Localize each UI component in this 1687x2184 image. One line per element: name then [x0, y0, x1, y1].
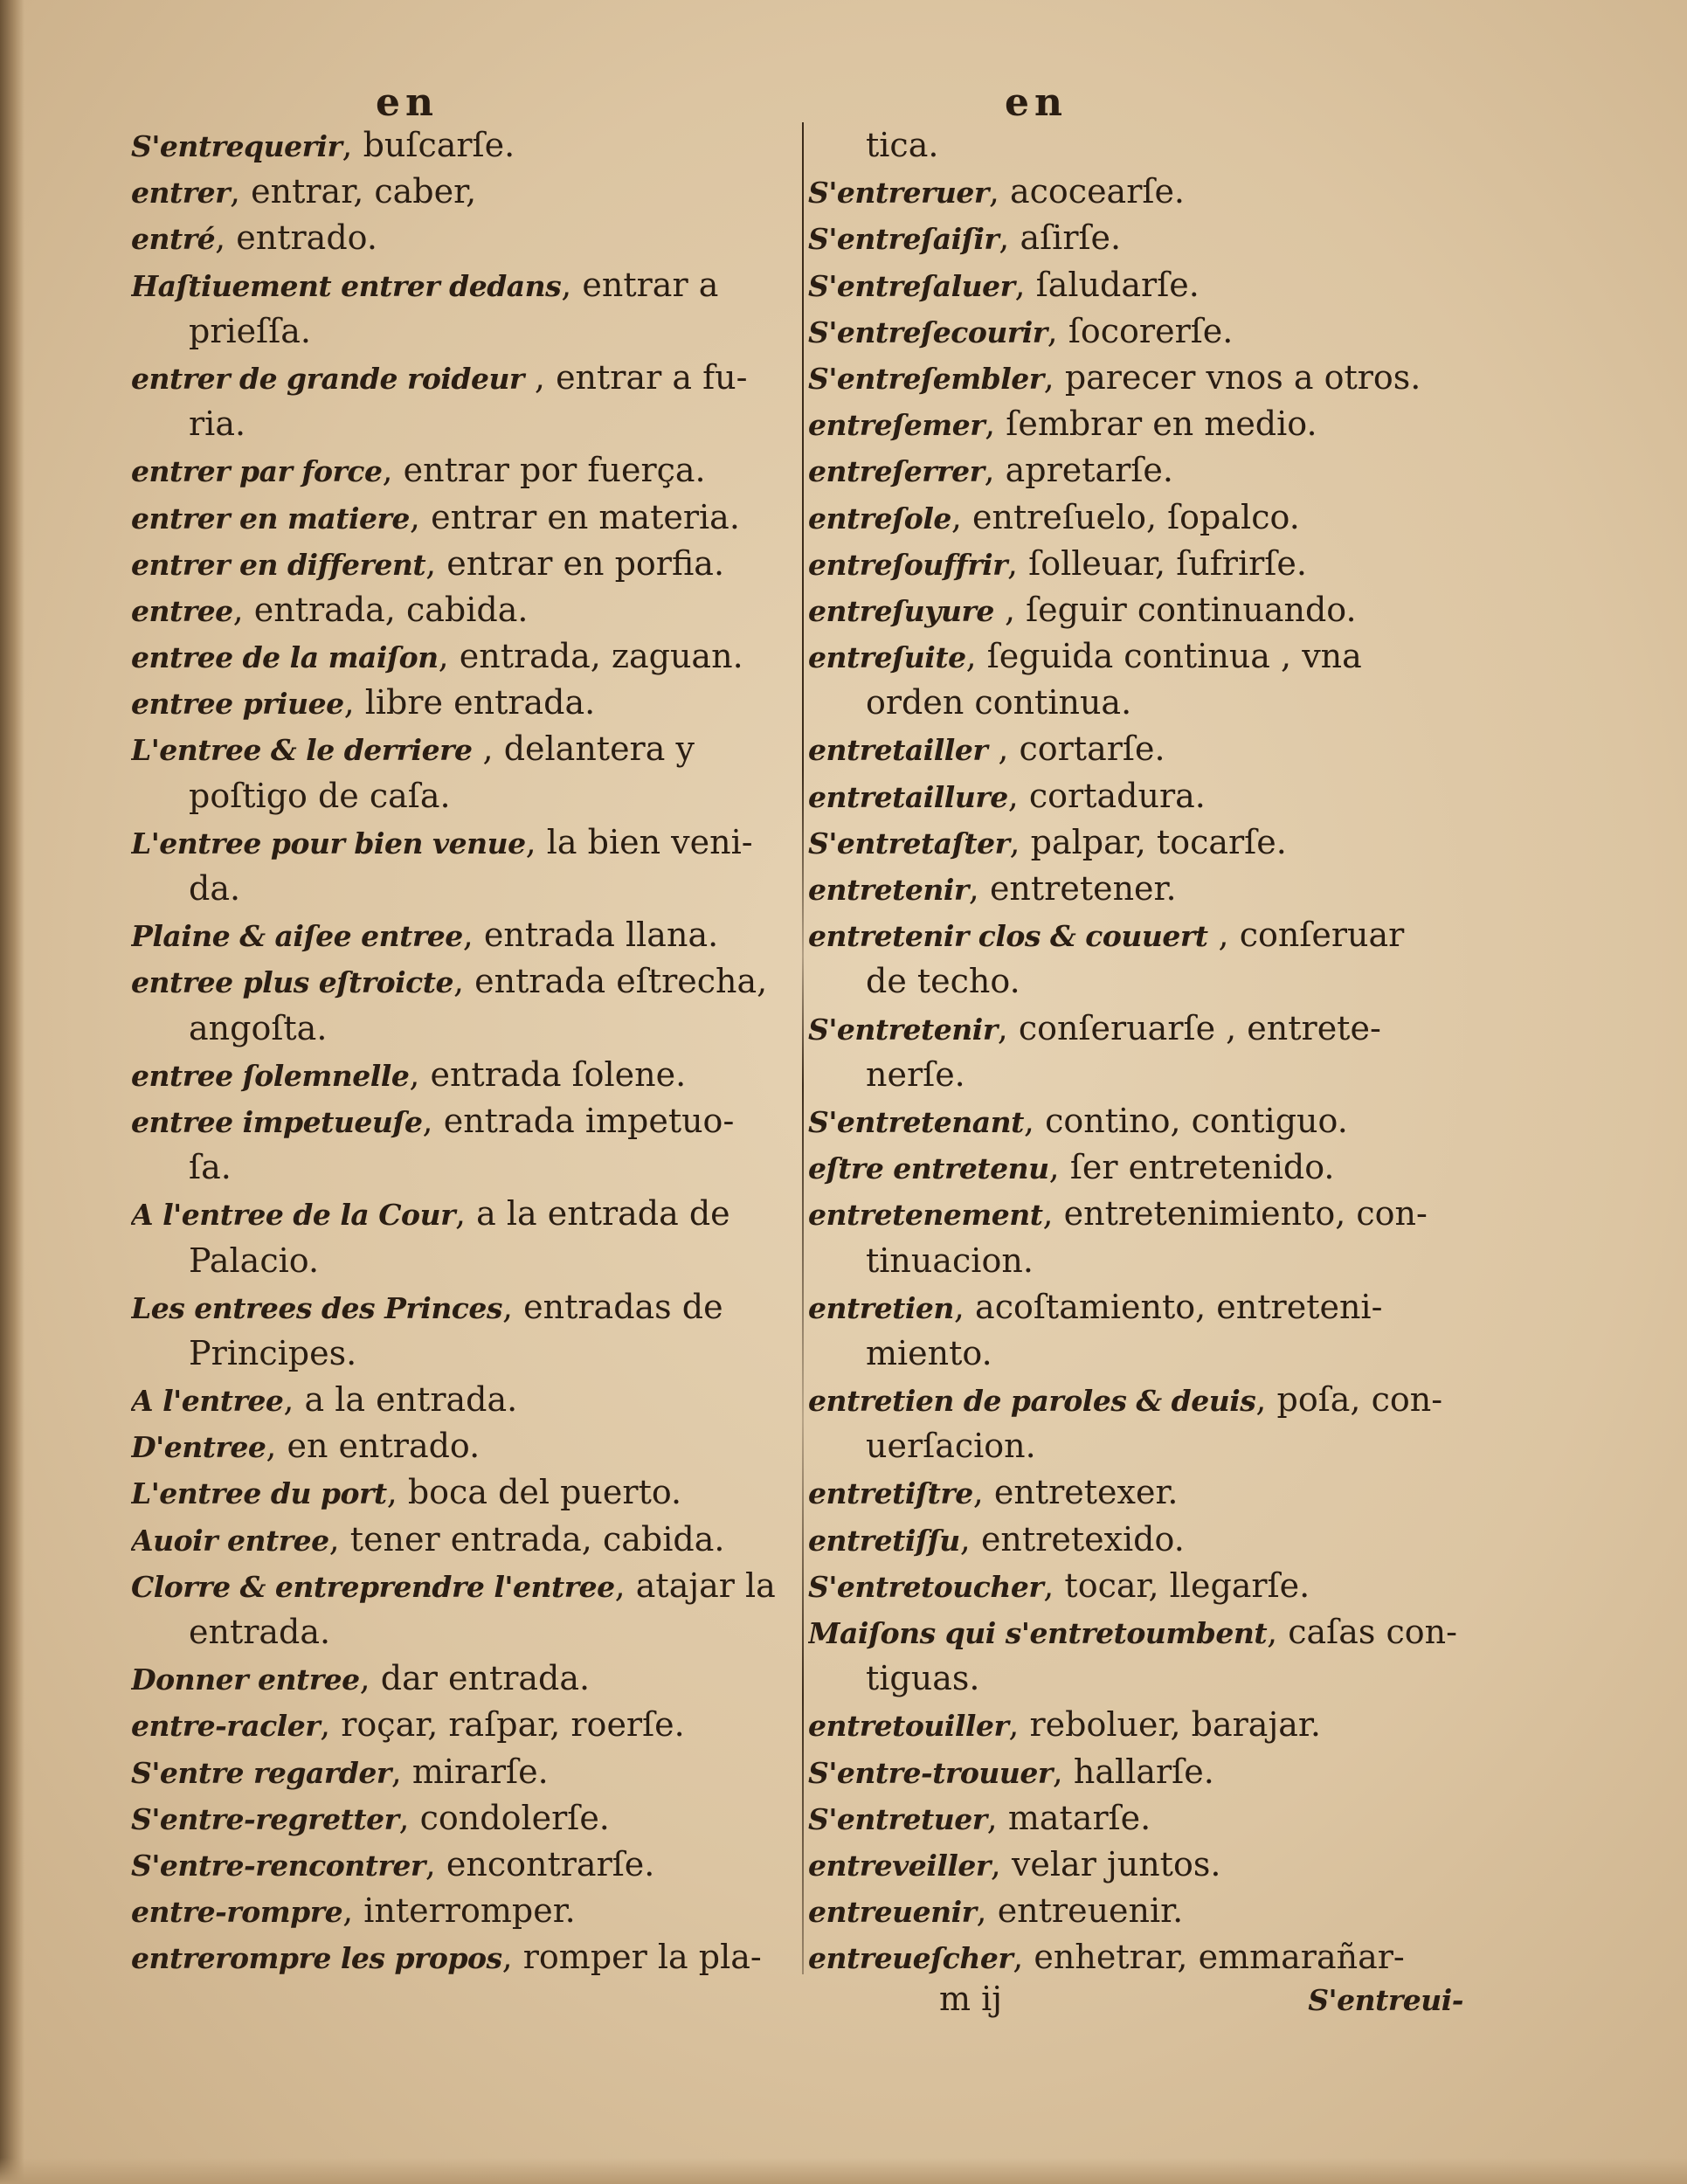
entry-continuation-line: [808, 1052, 1472, 1098]
entry-headword: S'entrequerir: [131, 129, 342, 163]
dictionary-entry: [808, 355, 1472, 401]
entry-translation: entrada.: [189, 1613, 331, 1651]
dictionary-entry: [131, 1517, 786, 1563]
entry-headword: entreveiller: [808, 1848, 991, 1883]
entry-headword: S'entre-rencontrer: [131, 1848, 425, 1883]
entry-translation: , tener entrada, cabida.: [328, 1519, 725, 1559]
dictionary-entry: [131, 1377, 786, 1423]
dictionary-entry: [808, 1888, 1472, 1934]
dictionary-entry: [131, 726, 786, 772]
entry-translation: , contino, contiguo.: [1023, 1101, 1348, 1140]
entry-headword: S'entre-regretter: [131, 1801, 399, 1836]
entry-translation: , entrar por fuerça.: [382, 451, 706, 490]
entry-headword: entre-rompre: [131, 1895, 343, 1930]
entry-translation: uerſacion.: [866, 1427, 1036, 1466]
entry-continuation-line: [808, 1423, 1472, 1469]
entry-translation: , entreſuelo, ſopalco.: [951, 497, 1300, 536]
entry-headword: entretiſtre: [808, 1476, 973, 1511]
entry-translation: ria.: [189, 404, 246, 444]
entry-continuation-line: [131, 866, 786, 912]
entry-translation: , acoſtamiento, entreteni-: [953, 1287, 1383, 1326]
right-column: [808, 122, 1472, 1981]
entry-translation: , ſocorerſe.: [1047, 311, 1234, 350]
entry-headword: entretenir: [808, 873, 969, 907]
dictionary-entry: [131, 1655, 786, 1702]
dictionary-entry: [131, 1469, 786, 1516]
dictionary-entry: [131, 1563, 786, 1609]
dictionary-entry: [808, 1284, 1472, 1330]
entry-translation: , entrada impetuo-: [422, 1101, 735, 1140]
entry-translation: , entrada llana.: [462, 916, 719, 955]
entry-headword: entre-racler: [131, 1709, 321, 1744]
entry-headword: Auoir entree: [131, 1523, 329, 1558]
entry-translation: , enhetrar, emmarañar-: [1013, 1938, 1405, 1977]
dictionary-entry: [808, 587, 1472, 633]
entry-translation: , ſembrar en medio.: [985, 404, 1317, 444]
entry-headword: entreſerrer: [808, 454, 985, 489]
dictionary-entry: [808, 1563, 1472, 1609]
entry-translation: , ſaludarſe.: [1014, 265, 1200, 304]
dictionary-entry: [808, 773, 1472, 819]
entry-headword: entrer en matiere: [131, 501, 410, 536]
entry-headword: entretouiller: [808, 1709, 1009, 1744]
entry-headword: entreſemer: [808, 408, 985, 443]
entry-headword: S'entreſecourir: [808, 314, 1047, 349]
entry-translation: miento.: [866, 1333, 992, 1372]
signature-mark: m ij: [939, 1980, 1003, 2018]
dictionary-entry: [808, 1098, 1472, 1144]
entry-translation: , palpar, tocarſe.: [1009, 822, 1287, 861]
entry-translation: , a la entrada.: [283, 1380, 518, 1420]
entry-translation: ſa.: [189, 1148, 232, 1187]
entry-translation: , encontrarſe.: [425, 1844, 655, 1883]
entry-headword: Donner entree: [131, 1662, 360, 1697]
dictionary-entry: [808, 1006, 1472, 1052]
dictionary-entry: [131, 819, 786, 866]
page-footer: [808, 1976, 1472, 2022]
entry-translation: , ſeguir continuando.: [993, 590, 1357, 629]
entry-continuation-line: [131, 773, 786, 819]
entry-translation: , boca del puerto.: [386, 1473, 682, 1512]
entry-headword: entrer par force: [131, 454, 383, 489]
entry-headword: L'entree & le derriere: [131, 733, 473, 768]
dictionary-entry: [808, 1191, 1472, 1237]
entry-translation: de techo.: [866, 962, 1020, 1001]
entry-headword: eſtre entretenu: [808, 1151, 1049, 1186]
entry-headword: entree ſolemnelle: [131, 1058, 410, 1093]
entry-continuation-line: [808, 958, 1472, 1005]
entry-continuation-line: [808, 1330, 1472, 1377]
entry-translation: , interromper.: [342, 1891, 576, 1931]
entry-translation: , poſa, con-: [1255, 1380, 1443, 1420]
entry-headword: S'entretenir: [808, 1012, 998, 1047]
entry-translation: , conſeruarſe , entrete-: [997, 1008, 1381, 1047]
entry-translation: , entretenimiento, con-: [1042, 1194, 1428, 1234]
dictionary-entry: [808, 1377, 1472, 1423]
dictionary-entry: [131, 355, 786, 401]
entry-headword: L'entree du port: [131, 1476, 387, 1511]
entry-translation: , roçar, raſpar, roerſe.: [320, 1705, 685, 1745]
entry-headword: S'entreruer: [808, 176, 989, 211]
entry-translation: , hallarſe.: [1052, 1752, 1214, 1791]
entry-headword: entrer de grande roideur: [131, 361, 524, 396]
entry-headword: S'entre-trouuer: [808, 1755, 1053, 1790]
dictionary-entry: [808, 819, 1472, 866]
dictionary-entry: [131, 262, 786, 308]
dictionary-entry: [131, 1284, 786, 1330]
entry-translation: , atajar la: [614, 1565, 776, 1605]
dictionary-entry: [131, 122, 786, 169]
entry-translation: , aſirſe.: [999, 218, 1122, 258]
entry-translation: , ſeguida continua , vna: [965, 637, 1362, 676]
entry-translation: , entrar, caber,: [230, 172, 477, 211]
dictionary-entry: [808, 1469, 1472, 1516]
entry-headword: entrer: [131, 176, 230, 211]
entry-headword: entree plus eſtroicte: [131, 965, 453, 1000]
dictionary-entry: [131, 1052, 786, 1098]
dictionary-entry: [131, 169, 786, 215]
entry-translation: , la bien veni-: [525, 822, 753, 861]
dictionary-entry: [808, 912, 1472, 958]
page-bottom-edge: [0, 2158, 1687, 2184]
entry-headword: entretenir clos & couuert: [808, 919, 1208, 954]
entry-headword: entré: [131, 222, 216, 257]
entry-continuation-line: [131, 1609, 786, 1655]
entry-translation: , parecer vnos a otros.: [1043, 357, 1421, 397]
entry-translation: , libre entrada.: [343, 683, 596, 722]
dictionary-entry: [808, 633, 1472, 680]
entry-translation: , ſolleuar, ſufrirſe.: [1007, 543, 1307, 583]
entry-headword: S'entreſaiſir: [808, 222, 999, 257]
entry-headword: entrer en different: [131, 547, 426, 582]
entry-translation: tiguas.: [866, 1659, 980, 1698]
entry-translation: , conſeruar: [1207, 916, 1405, 955]
entry-headword: entreſouffrir: [808, 547, 1008, 582]
dictionary-entry: [808, 726, 1472, 772]
dictionary-entry: [808, 215, 1472, 261]
dictionary-entry: [808, 1517, 1472, 1563]
entry-translation: , entrado.: [215, 218, 377, 258]
dictionary-entry: [808, 1749, 1472, 1795]
entry-headword: S'entre regarder: [131, 1755, 391, 1790]
dictionary-entry: [808, 494, 1472, 541]
entry-translation: da.: [189, 869, 241, 908]
entry-continuation-line: [131, 1330, 786, 1377]
entry-translation: , velar juntos.: [990, 1844, 1221, 1883]
entry-headword: S'entretoucher: [808, 1569, 1044, 1604]
entry-translation: orden continua.: [866, 683, 1132, 722]
entry-translation: , cortadura.: [1007, 776, 1206, 815]
dictionary-entry: [131, 1191, 786, 1237]
entry-translation: nerſe.: [866, 1054, 965, 1094]
entry-translation: , entrada, cabida.: [232, 590, 529, 629]
entry-continuation-line: [131, 1144, 786, 1191]
entry-translation: , romper la pla-: [501, 1938, 762, 1977]
entry-translation: , entrada eſtrecha,: [453, 962, 768, 1001]
entry-translation: , apretarſe.: [984, 451, 1173, 490]
entry-translation: , buſcarſe.: [342, 126, 515, 164]
entry-continuation-line: [808, 122, 1472, 169]
book-spine-shadow: [0, 0, 24, 2184]
entry-continuation-line: [808, 680, 1472, 726]
dictionary-entry: [131, 494, 786, 541]
running-head-right: en: [1005, 80, 1068, 125]
entry-translation: , matarſe.: [986, 1798, 1151, 1837]
column-divider: [802, 122, 804, 1974]
entry-headword: entretien de paroles & deuis: [808, 1384, 1256, 1419]
entry-translation: , entrada, zaguan.: [438, 637, 743, 676]
dictionary-entry: [131, 1795, 786, 1842]
entry-translation: , caſas con-: [1267, 1613, 1457, 1651]
entry-headword: Plaine & aiſee entree: [131, 919, 463, 954]
entry-headword: entreſuite: [808, 640, 966, 675]
entry-translation: , entrada ſolene.: [409, 1054, 687, 1094]
entry-translation: angoſta.: [189, 1008, 328, 1047]
entry-translation: tica.: [866, 126, 939, 164]
dictionary-entry: [808, 1795, 1472, 1842]
entry-headword: S'entreſaluer: [808, 268, 1015, 303]
entry-headword: entretien: [808, 1290, 954, 1325]
entry-headword: S'entreſembler: [808, 361, 1044, 396]
dictionary-entry: [131, 958, 786, 1005]
dictionary-entry: [808, 447, 1472, 494]
dictionary-entry: [131, 912, 786, 958]
entry-translation: , entretexer.: [972, 1473, 1179, 1512]
entry-headword: entretailler: [808, 733, 988, 768]
entry-translation: , entradas de: [501, 1287, 723, 1326]
entry-headword: entree de la maiſon: [131, 640, 439, 675]
entry-headword: Clorre & entreprendre l'entree: [131, 1569, 615, 1604]
entry-headword: entreuenir: [808, 1895, 977, 1930]
dictionary-entry: [808, 262, 1472, 308]
dictionary-entry: [131, 1888, 786, 1934]
dictionary-entry: [131, 680, 786, 726]
dictionary-entry: [808, 1609, 1472, 1655]
dictionary-entry: [131, 1934, 786, 1980]
entry-headword: entree priuee: [131, 687, 344, 722]
entry-continuation-line: [131, 1238, 786, 1284]
entry-translation: , dar entrada.: [359, 1659, 591, 1698]
entry-headword: A l'entree: [131, 1384, 284, 1419]
entry-translation: , entrar en porfia.: [425, 543, 725, 583]
entry-headword: entretaillure: [808, 779, 1008, 814]
entry-headword: entree impetueuſe: [131, 1104, 423, 1139]
entry-translation: , entretener.: [968, 869, 1177, 908]
entry-headword: entretiſſu: [808, 1523, 960, 1558]
entry-translation: , tocar, llegarſe.: [1043, 1565, 1310, 1605]
dictionary-entry: [131, 447, 786, 494]
entry-translation: , entrar a fu-: [523, 357, 748, 397]
entry-translation: , cortarſe.: [987, 729, 1165, 769]
dictionary-entry: [131, 1842, 786, 1888]
dictionary-entry: [808, 541, 1472, 587]
entry-translation: , entrar a: [561, 265, 719, 304]
entry-headword: entreueſcher: [808, 1941, 1013, 1976]
entry-translation: , entretexido.: [959, 1519, 1185, 1559]
dictionary-entry: [808, 169, 1472, 215]
entry-headword: entretenement: [808, 1198, 1043, 1233]
dictionary-entry: [131, 1098, 786, 1144]
entry-translation: , en entrado.: [266, 1427, 481, 1466]
entry-headword: D'entree: [131, 1430, 266, 1465]
catchword: S'entreui-: [1308, 1983, 1463, 2017]
entry-translation: , a la entrada de: [454, 1194, 730, 1234]
entry-headword: S'entretaſter: [808, 826, 1010, 860]
entry-translation: prieſſa.: [189, 311, 311, 350]
entry-translation: Palacio.: [189, 1241, 320, 1280]
entry-headword: S'entretuer: [808, 1801, 987, 1836]
entry-headword: entreſuyure: [808, 593, 994, 628]
dictionary-entry: [808, 1934, 1472, 1980]
entry-translation: , ſer entretenido.: [1048, 1148, 1335, 1187]
entry-translation: , acocearſe.: [988, 172, 1186, 211]
entry-continuation-line: [131, 308, 786, 355]
dictionary-entry: [808, 401, 1472, 447]
entry-continuation-line: [131, 401, 786, 447]
dictionary-entry: [131, 215, 786, 261]
running-head-left: en: [376, 80, 439, 125]
entry-headword: entrerompre les propos: [131, 1941, 502, 1976]
entry-continuation-line: [808, 1238, 1472, 1284]
entry-translation: , delantera y: [472, 729, 695, 769]
entry-headword: Les entrees des Princes: [131, 1290, 502, 1325]
entry-continuation-line: [131, 1006, 786, 1052]
entry-translation: tinuacion.: [866, 1241, 1034, 1280]
entry-headword: Maiſons qui s'entretoumbent: [808, 1616, 1268, 1650]
entry-translation: , entrar en materia.: [409, 497, 740, 536]
dictionary-entry: [131, 1749, 786, 1795]
dictionary-entry: [131, 633, 786, 680]
dictionary-entry: [808, 308, 1472, 355]
entry-translation: poſtigo de caſa.: [189, 776, 451, 815]
dictionary-entry: [808, 1144, 1472, 1191]
entry-translation: , condolerſe.: [398, 1798, 610, 1837]
entry-headword: S'entretenant: [808, 1104, 1024, 1139]
dictionary-entry: [131, 587, 786, 633]
dictionary-entry: [808, 1842, 1472, 1888]
entry-headword: entree: [131, 593, 233, 628]
left-column: [131, 122, 786, 1981]
entry-translation: , mirarſe.: [391, 1752, 549, 1791]
entry-translation: , entreuenir.: [976, 1891, 1184, 1931]
entry-headword: entreſole: [808, 501, 951, 536]
entry-translation: Principes.: [189, 1333, 357, 1372]
dictionary-entry: [131, 1702, 786, 1748]
entry-continuation-line: [808, 1655, 1472, 1702]
entry-headword: L'entree pour bien venue: [131, 826, 526, 860]
dictionary-entry: [808, 866, 1472, 912]
entry-headword: A l'entree de la Cour: [131, 1198, 455, 1233]
entry-headword: Haſtiuement entrer dedans: [131, 268, 562, 303]
entry-translation: , reboluer, barajar.: [1008, 1705, 1321, 1745]
dictionary-entry: [131, 1423, 786, 1469]
dictionary-entry: [808, 1702, 1472, 1748]
dictionary-entry: [131, 541, 786, 587]
